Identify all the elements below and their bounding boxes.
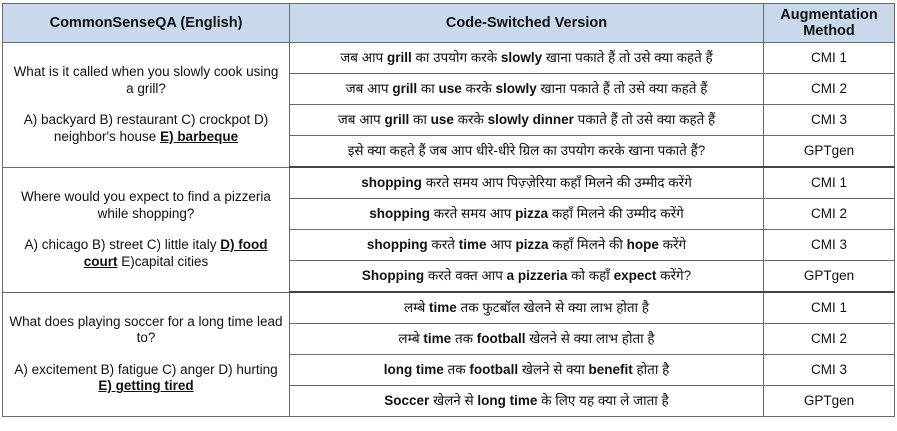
code-switched-cell xyxy=(290,199,764,230)
code-switched-cell xyxy=(290,43,764,74)
hindi-text: करके xyxy=(461,81,496,96)
hindi-text: तक xyxy=(451,331,477,346)
english-token: time xyxy=(429,300,457,315)
code-switched-cell xyxy=(290,292,764,324)
header-augmentation-method: Augmentation Method xyxy=(764,4,895,43)
code-switched-cell xyxy=(290,386,764,417)
hindi-text: होता है xyxy=(632,362,670,377)
correct-answer: E) barbeque xyxy=(160,128,239,144)
header-commonsenseqa: CommonSenseQA (English) xyxy=(3,4,290,43)
hindi-text: करते वक्त आप xyxy=(424,268,507,283)
english-token: grill xyxy=(386,50,412,65)
answer-options xyxy=(8,237,284,270)
hindi-text: का xyxy=(417,81,439,96)
hindi-text: पकाते हैं तो उसे क्या कहते हैं xyxy=(573,112,716,127)
header-row xyxy=(3,4,895,43)
hindi-text: खाना पकाते हैं तो उसे क्या कहते हैं xyxy=(536,81,708,96)
hindi-text: इसे क्या कहते हैं जब आप धीरे-धीरे ग्रिल का उपयोग करके खाना पकाते हैं? xyxy=(347,143,706,158)
english-token: shopping xyxy=(369,206,431,221)
english-token: time xyxy=(423,331,452,346)
code-switch-table xyxy=(2,3,895,417)
english-token: shopping xyxy=(366,237,428,252)
english-token: expect xyxy=(613,268,657,283)
method-cell: CMI 2 xyxy=(764,199,895,230)
options-text: A) backyard B) restaurant C) crockpot D) neighbor's house xyxy=(23,112,269,144)
question-text: What does playing soccer for a long time lead to? xyxy=(9,313,283,346)
english-token: Soccer xyxy=(384,393,430,408)
english-token: slowly xyxy=(495,81,537,96)
hindi-text: जब आप xyxy=(345,81,393,96)
english-token: shopping xyxy=(361,175,422,190)
hindi-text: तक xyxy=(443,362,470,377)
method-cell: GPTgen xyxy=(764,261,895,293)
method-cell: CMI 3 xyxy=(764,355,895,386)
english-token: long time xyxy=(383,362,444,377)
options-text: A) excitement B) fatigue C) anger D) hurting xyxy=(14,361,278,377)
english-token: slowly dinner xyxy=(487,112,574,127)
code-switched-cell xyxy=(290,105,764,136)
hindi-text: तक फुटबॉल खेलने से क्या लाभ होता है xyxy=(456,300,649,315)
english-token: use xyxy=(438,81,462,96)
code-switched-cell xyxy=(290,324,764,355)
answer-options xyxy=(8,362,284,395)
code-switched-cell xyxy=(290,167,764,199)
table-container xyxy=(2,3,895,417)
hindi-text: आप xyxy=(486,237,516,252)
question-cell xyxy=(3,167,290,292)
english-token: benefit xyxy=(588,362,633,377)
hindi-text: खाना पकाते हैं तो उसे क्या कहते हैं xyxy=(542,50,713,65)
hindi-text: कहाँ मिलने की उम्मीद करेंगे xyxy=(548,206,684,221)
hindi-text: जब आप xyxy=(337,112,385,127)
english-token: pizza xyxy=(515,206,549,221)
answer-options xyxy=(8,112,284,145)
english-token: hope xyxy=(626,237,659,252)
hindi-text: करते समय आप xyxy=(430,206,516,221)
method-cell: CMI 3 xyxy=(764,230,895,261)
question-cell xyxy=(3,43,290,168)
hindi-text: को कहाँ xyxy=(567,268,614,283)
hindi-text: जब आप xyxy=(340,50,387,65)
options-text-after: E)capital cities xyxy=(117,253,209,269)
table-row xyxy=(3,43,895,74)
question-text: What is it called when you slowly cook using a grill? xyxy=(13,64,279,96)
english-token: football xyxy=(469,362,519,377)
hindi-text: करेंगे? xyxy=(656,268,692,283)
question-text: Where would you expect to find a pizzeria while shopping? xyxy=(21,189,271,221)
code-switched-cell xyxy=(290,136,764,168)
options-text: A) chicago B) street C) little italy xyxy=(24,237,221,252)
english-token: use xyxy=(430,112,454,127)
correct-answer: D) food court xyxy=(83,237,268,269)
method-cell: CMI 2 xyxy=(764,74,895,105)
hindi-text: का उपयोग करके xyxy=(411,50,501,65)
code-switched-cell xyxy=(290,261,764,293)
method-cell: GPTgen xyxy=(764,136,895,168)
english-token: long time xyxy=(477,393,538,408)
question-cell xyxy=(3,292,290,417)
english-token: grill xyxy=(384,112,410,127)
method-cell: GPTgen xyxy=(764,386,895,417)
english-token: grill xyxy=(392,81,418,96)
code-switched-cell xyxy=(290,355,764,386)
english-token: pizza xyxy=(515,237,549,252)
hindi-text: के लिए यह क्या ले जाता है xyxy=(537,393,669,408)
hindi-text: खेलने से क्या xyxy=(518,362,589,377)
hindi-text: करके xyxy=(453,112,488,127)
method-cell: CMI 3 xyxy=(764,105,895,136)
code-switched-cell xyxy=(290,74,764,105)
table-body xyxy=(3,43,895,417)
hindi-text: खेलने से xyxy=(429,393,478,408)
code-switched-cell xyxy=(290,230,764,261)
method-cell: CMI 1 xyxy=(764,43,895,74)
english-token: football xyxy=(476,331,526,346)
header-code-switched: Code-Switched Version xyxy=(290,4,764,43)
table-row xyxy=(3,167,895,199)
english-token: slowly xyxy=(500,50,543,65)
hindi-text: करते xyxy=(427,237,459,252)
hindi-text: खेलने से क्या लाभ होता है xyxy=(525,331,655,346)
hindi-text: लम्बे xyxy=(404,300,430,315)
hindi-text: का xyxy=(409,112,431,127)
correct-answer: E) getting tired xyxy=(98,378,194,394)
method-cell: CMI 1 xyxy=(764,292,895,324)
table-row xyxy=(3,292,895,324)
english-token: time xyxy=(458,237,487,252)
hindi-text: करेंगे xyxy=(658,237,687,252)
english-token: a pizzeria xyxy=(506,268,568,283)
method-cell: CMI 2 xyxy=(764,324,895,355)
english-token: Shopping xyxy=(361,268,425,283)
hindi-text: कहाँ मिलने की xyxy=(548,237,627,252)
hindi-text: लम्बे xyxy=(398,331,424,346)
method-cell: CMI 1 xyxy=(764,167,895,199)
hindi-text: करते समय आप पिज़्ज़ेरिया कहाँ मिलने की उम्मीद करेंगे xyxy=(421,175,692,190)
